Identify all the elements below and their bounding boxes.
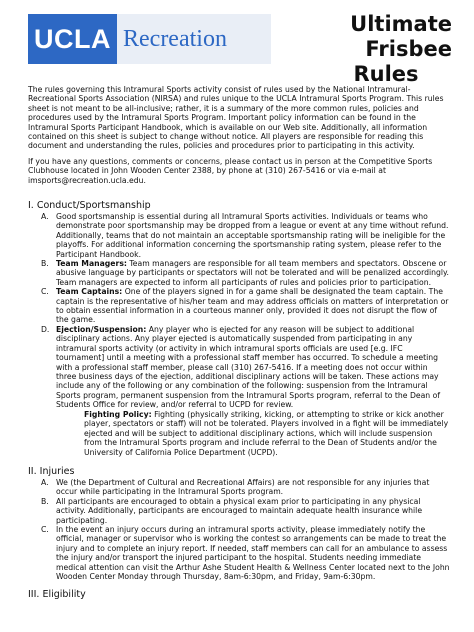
ucla-recreation-logo bbox=[28, 14, 271, 64]
title-line-3: Rules bbox=[353, 62, 419, 86]
conduct-list bbox=[28, 212, 450, 410]
section-heading-injuries: II. Injuries bbox=[28, 466, 75, 477]
list-item-text: We (the Department of Cultural and Recreational Affairs) are not responsible for any injuries that occur while participating in the Intramural Sports program. bbox=[56, 478, 430, 497]
fighting-policy-text: Fighting (physically striking, kicking, or attempting to strike or kick another player, spectators or staff) will not be tolerated. Players involved in a fight will be immediately ejected and will be subject to additional disciplinary actions, which will include suspension from the Intramural Sports program and include referral to the Dean of Students and/or the University of California Police Department (UCPD). bbox=[84, 410, 449, 457]
list-item-label: Team Captains: bbox=[56, 287, 123, 297]
list-marker: A. bbox=[41, 212, 49, 221]
logo-ucla-text: UCLA bbox=[28, 14, 117, 64]
list-item-text: In the event an injury occurs during an intramural sports activity, please immediately notify the official, manager or supervisor who is working the contest so arrangements can be made to treat the injury and to complete an injury report. If needed, staff members can call for an ambulance to assess the injury and/or transport the injured participant to the hospital. Students needing immediate medical attention can visit the Arthur Ashe Student Health & Wellness Center located next to the John Wooden Center Monday through Thursday, 8am-6:30pm, and Friday, 9am-6:30pm. bbox=[56, 525, 450, 582]
list-item bbox=[41, 287, 450, 325]
list-marker: B. bbox=[41, 496, 49, 506]
list-item bbox=[41, 324, 450, 410]
list-item bbox=[41, 212, 450, 259]
list-item-text: One of the players signed in for a game shall be designated the team captain. The captain is the representative of his/her team and may address officials on matters of interpretation or to obtain essential information in a courteous manner only, provided it does not disrupt the flow of the game. bbox=[56, 287, 449, 325]
intro-paragraph-2: If you have any questions, comments or concerns, please contact us in person at the Competitive Sports Clubhouse located in John Wooden Center 2388, by phone at (310) 267-5416 or via e-mail at imsports@recreation.ucla.edu. bbox=[28, 157, 433, 185]
list-marker: B. bbox=[41, 259, 49, 269]
list-marker: A. bbox=[41, 478, 49, 487]
list-item bbox=[41, 525, 450, 582]
fighting-policy-label: Fighting Policy: bbox=[84, 410, 152, 419]
list-item bbox=[41, 496, 450, 525]
list-item-label: Team Managers: bbox=[56, 259, 127, 269]
document-title bbox=[302, 12, 452, 87]
section-heading-eligibility: III. Eligibility bbox=[28, 589, 86, 600]
list-item-label: Ejection/Suspension: bbox=[56, 324, 147, 334]
injuries-list bbox=[28, 478, 450, 581]
list-marker: D. bbox=[41, 324, 50, 334]
list-item-text: Any player who is ejected for any reason will be subject to additional disciplinary actions. Any player ejected is automatically suspended from participating in any intramural sports activity (or activity in which intramural sports officials are used [e.g. IFC tournament] until a meeting with a professional staff member has occurred. To schedule a meeting with a professional staff member, please call (310) 267-5416. If a meeting does not occur within three business days of the ejection, additional disciplinary actions will be taken. These actions may include any of the following or any combination of the following: suspension from the Intramural Sports program, permanent suspension from the Intramural Sports program, referral to the Dean of Students Office for review, and/or referral to UCPD for review. bbox=[56, 324, 441, 410]
intro-paragraph-1: The rules governing this Intramural Sports activity consist of rules used by the National Intramural-Recreational Sports Association (NIRSA) and rules unique to the UCLA Intramural Sports Program. This rules sheet is not meant to be all-inclusive; rather, it is a summary of the more common rules, policies and procedures used by the Intramural Sports Program. Important policy information can be found in the Intramural Sports Participant Handbook, which is available on our Web site. Additionally, all information contained on this sheet is subject to change without notice. All players are responsible for reading this document and understanding the rules, policies and procedures prior to participating in this activity. bbox=[28, 85, 444, 151]
list-item-text: Good sportsmanship is essential during all Intramural Sports activities. Individuals or teams who demonstrate poor sportsmanship may be dropped from a league or event at any time without refund. Additionally, teams that do not maintain an acceptable sportsmanship rating will be ineligible for the playoffs. For additional information concerning the sportsmanship rating system, please refer to the Participant Handbook. bbox=[56, 212, 449, 259]
list-item bbox=[41, 478, 450, 497]
list-item-text: Team managers are responsible for all team members and spectators. Obscene or abusive language by participants or spectators will not be tolerated and will be penalized accordingly. Team managers are expected to inform all participants of rules and policies prior to participation. bbox=[56, 259, 449, 287]
title-line-2: Frisbee bbox=[365, 37, 452, 61]
title-line-1: Ultimate bbox=[350, 12, 452, 36]
section-heading-conduct: I. Conduct/Sportsmanship bbox=[28, 200, 151, 211]
logo-recreation-text: Recreation bbox=[117, 14, 271, 64]
list-marker: C. bbox=[41, 287, 49, 297]
list-marker: C. bbox=[41, 525, 49, 535]
fighting-policy-paragraph bbox=[84, 410, 450, 457]
list-item bbox=[41, 259, 450, 287]
list-item-text: All participants are encouraged to obtain a physical exam prior to participating in any physical activity. Additionally, participants are encouraged to maintain adequate health insurance while participating. bbox=[56, 496, 423, 525]
